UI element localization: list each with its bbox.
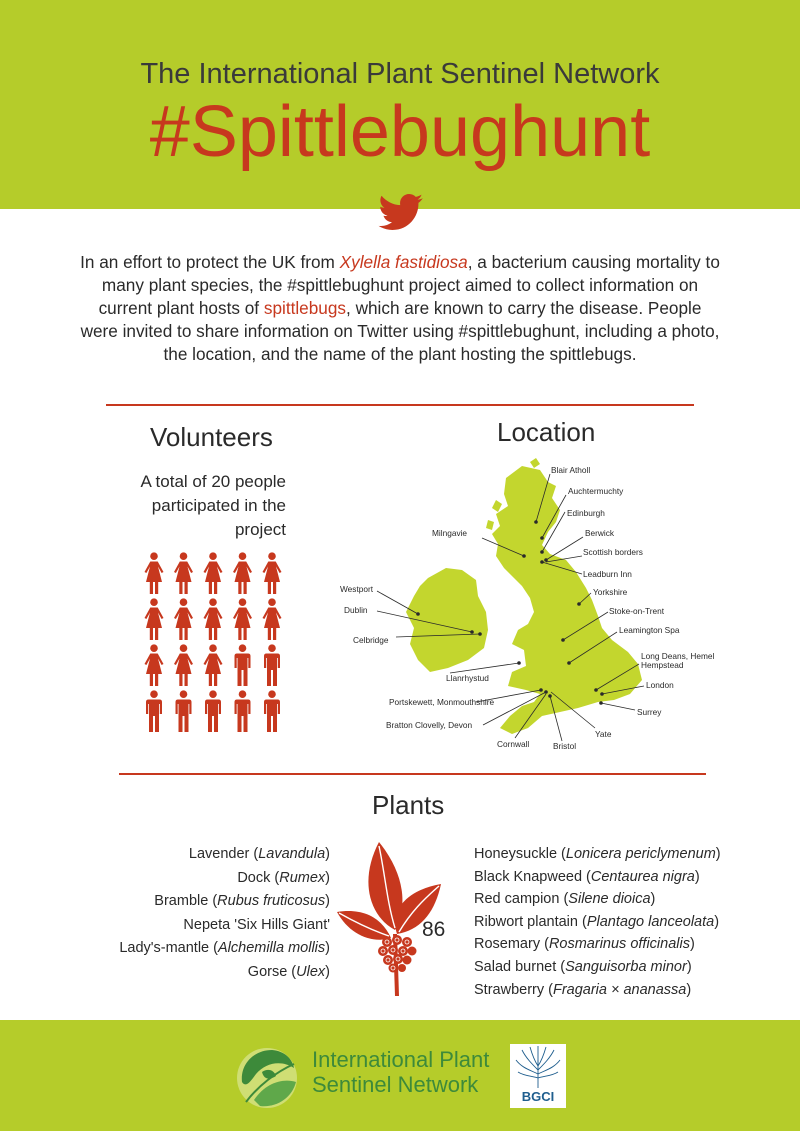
female-person-icon xyxy=(204,552,223,594)
bgci-logo xyxy=(510,1044,566,1108)
list-item: Honeysuckle (Lonicera periclymenum) xyxy=(474,846,721,862)
twitter-bird-icon xyxy=(378,194,424,230)
plants-count: 86 xyxy=(422,918,446,941)
label-long-deans-1: Long Deans, Hemel xyxy=(641,651,715,661)
female-person-icon xyxy=(263,598,282,640)
label-portskewett: Portskewett, Monmouthshire xyxy=(389,697,495,707)
female-person-icon xyxy=(145,598,164,640)
female-person-icon xyxy=(233,598,252,640)
female-person-icon xyxy=(233,552,252,594)
male-person-icon xyxy=(146,690,162,732)
label-yorkshire: Yorkshire xyxy=(593,587,628,597)
list-item: Red campion (Silene dioica) xyxy=(474,891,656,908)
bgci-tree-icon xyxy=(510,1044,566,1090)
divider xyxy=(119,773,706,775)
bgci-label: BGCI xyxy=(521,1089,555,1104)
male-person-icon xyxy=(264,690,280,732)
plants-list-right xyxy=(474,843,774,1001)
location-heading: Location xyxy=(497,417,596,447)
label-scottish-borders: Scottish borders xyxy=(583,547,643,557)
list-item: Ribwort plantain (Plantago lanceolata) xyxy=(474,913,720,930)
female-person-icon xyxy=(263,552,282,594)
label-celbridge: Celbridge xyxy=(353,635,389,645)
label-llanrhystud: Llanrhystud xyxy=(446,673,489,683)
male-person-icon xyxy=(235,644,251,686)
plant-leaf-icon xyxy=(335,838,470,998)
header-title: The International Plant Sentinel Network xyxy=(140,58,660,90)
hashtag-title: #Spittlebughunt xyxy=(149,92,651,172)
ipsn-globe-logo xyxy=(232,1042,302,1112)
volunteers-text: A total of 20 people participated in the project xyxy=(140,472,286,539)
label-blair-atholl: Blair Atholl xyxy=(551,465,591,475)
label-leadburn-inn: Leadburn Inn xyxy=(583,569,632,579)
female-person-icon xyxy=(174,552,193,594)
female-person-icon xyxy=(204,598,223,640)
volunteers-heading: Volunteers xyxy=(150,422,273,452)
female-person-icon xyxy=(174,644,193,686)
great-britain-landmass xyxy=(492,466,642,734)
list-item: Dock (Rumex) xyxy=(237,869,330,886)
label-stoke: Stoke-on-Trent xyxy=(609,606,665,616)
female-person-icon xyxy=(145,552,164,594)
label-surrey: Surrey xyxy=(637,707,662,717)
female-person-icon xyxy=(145,644,164,686)
label-auchtermuchty: Auchtermuchty xyxy=(568,486,624,496)
female-person-icon xyxy=(174,598,193,640)
label-leamington: Leamington Spa xyxy=(619,625,680,635)
spittlebugs-term: spittlebugs xyxy=(263,298,347,318)
plants-list-left xyxy=(110,843,330,984)
list-item: Lavender (Lavandula) xyxy=(188,846,330,862)
list-item: Bramble (Rubus fruticosus) xyxy=(154,893,330,909)
label-london: London xyxy=(646,680,674,690)
label-berwick: Berwick xyxy=(585,528,615,538)
intro-paragraph: In an effort to protect the UK from Xylella fastidiosa, a bacterium causing mortality to many plant species, the #spittlebughunt project aimed to collect information on current plant hosts of spittlebugs, which are known to carry the disease. People were invited to share information on Twitter using #spittlebughunt, including a photo, the location, and the name of the plant hosting the spittlebugs. xyxy=(80,252,720,364)
label-edinburgh: Edinburgh xyxy=(567,508,605,518)
label-bristol: Bristol xyxy=(553,741,577,751)
list-item: Strawberry (Fragaria × ananassa) xyxy=(474,981,692,998)
label-milngavie: Milngavie xyxy=(432,528,468,538)
uk-ireland-map xyxy=(330,450,730,760)
male-person-icon xyxy=(176,690,192,732)
list-item: Nepeta 'Six Hills Giant' xyxy=(183,916,330,933)
divider xyxy=(106,404,694,406)
list-item: Black Knapweed (Centaurea nigra) xyxy=(474,868,700,885)
volunteers-pictogram xyxy=(142,550,292,740)
label-long-deans-2: Hempstead xyxy=(641,660,684,670)
male-person-icon xyxy=(235,690,251,732)
list-item: Gorse (Ulex) xyxy=(247,963,330,980)
list-item: Salad burnet (Sanguisorba minor) xyxy=(474,958,692,975)
male-person-icon xyxy=(264,644,280,686)
list-item: Lady's-mantle (Alchemilla mollis) xyxy=(119,940,330,956)
label-cornwall: Cornwall xyxy=(497,739,530,749)
list-item: Rosemary (Rosmarinus officinalis) xyxy=(474,936,695,953)
label-westport: Westport xyxy=(340,584,374,594)
plants-heading: Plants xyxy=(372,790,445,820)
male-person-icon xyxy=(205,690,221,732)
xylella-term: Xylella fastidiosa xyxy=(339,252,468,272)
label-yate: Yate xyxy=(595,729,612,739)
ipsn-name: International Plant Sentinel Network xyxy=(312,1047,490,1097)
female-person-icon xyxy=(204,644,223,686)
label-dublin: Dublin xyxy=(344,605,368,615)
label-bratton: Bratton Clovelly, Devon xyxy=(386,720,473,730)
